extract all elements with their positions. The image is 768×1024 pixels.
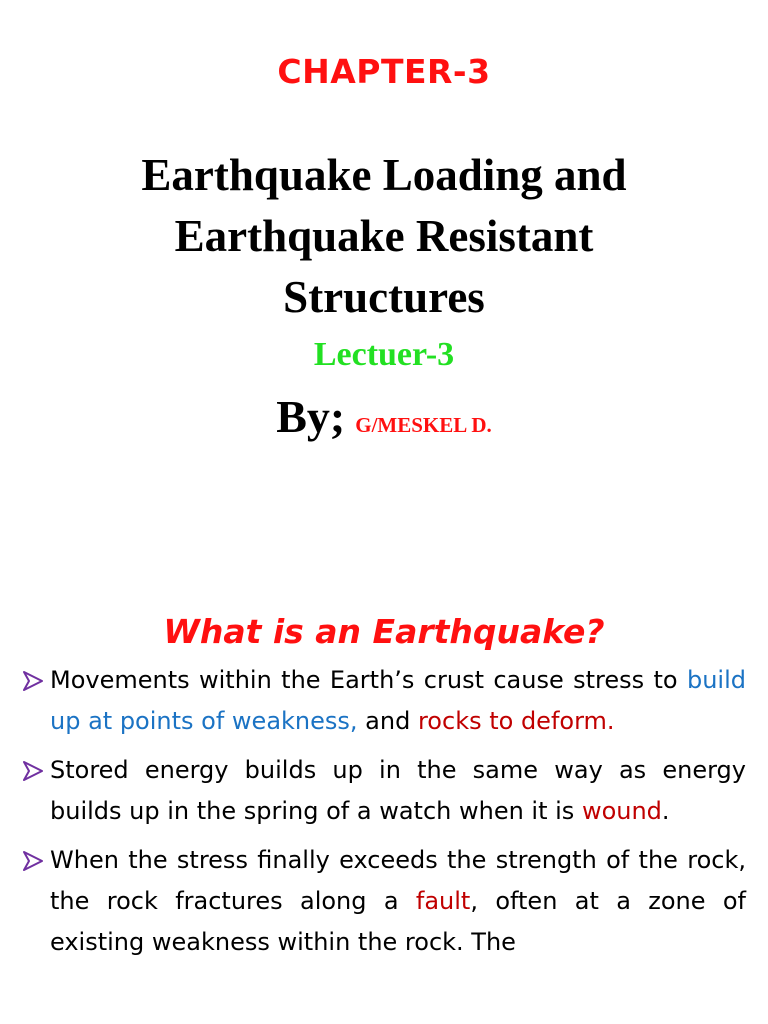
bullet-text-segment: . [661, 797, 670, 825]
byline [0, 390, 768, 443]
lecture-label: Lectuer-3 [313, 336, 455, 373]
arrow-bullet-icon [22, 750, 48, 791]
bullet-text-segment: fault [415, 887, 471, 915]
bullet-text-segment: wound [581, 797, 662, 825]
bullet-text-segment: Movements within the Earth’s crust cause stress to [50, 666, 687, 694]
by-label: By; [276, 391, 346, 442]
arrow-bullet-icon [22, 660, 48, 701]
bullet-text-segment: When the stress finally exceeds the strength of the rock, the rock fractures along a [50, 846, 746, 915]
content-slide [0, 590, 768, 1024]
bullet-text-segment: build up at points of weakness, [50, 666, 746, 735]
title-line-2: Earthquake Resistant [174, 211, 594, 261]
arrow-bullet-icon [22, 840, 48, 881]
chapter-label: CHAPTER-3 [277, 52, 491, 91]
bullet-item [22, 660, 746, 742]
bullet-text-segment: and [357, 707, 418, 735]
bullet-text-segment: , often at a zone of existing weakness within the rock. The [50, 887, 747, 956]
author-name: G/MESKEL D. [355, 413, 492, 437]
slide-heading: What is an Earthquake? [163, 612, 605, 651]
bullet-item [22, 750, 746, 832]
main-title [60, 145, 708, 328]
bullet-text-segment: rocks to deform. [417, 707, 615, 735]
bullet-list [22, 660, 746, 971]
bullet-item [22, 840, 746, 963]
bullet-text-segment: Stored energy builds up in the same way as energy builds up in the spring of a watch when it is [50, 756, 746, 825]
title-line-1: Earthquake Loading and [141, 150, 627, 200]
title-line-3: Structures [283, 272, 485, 322]
